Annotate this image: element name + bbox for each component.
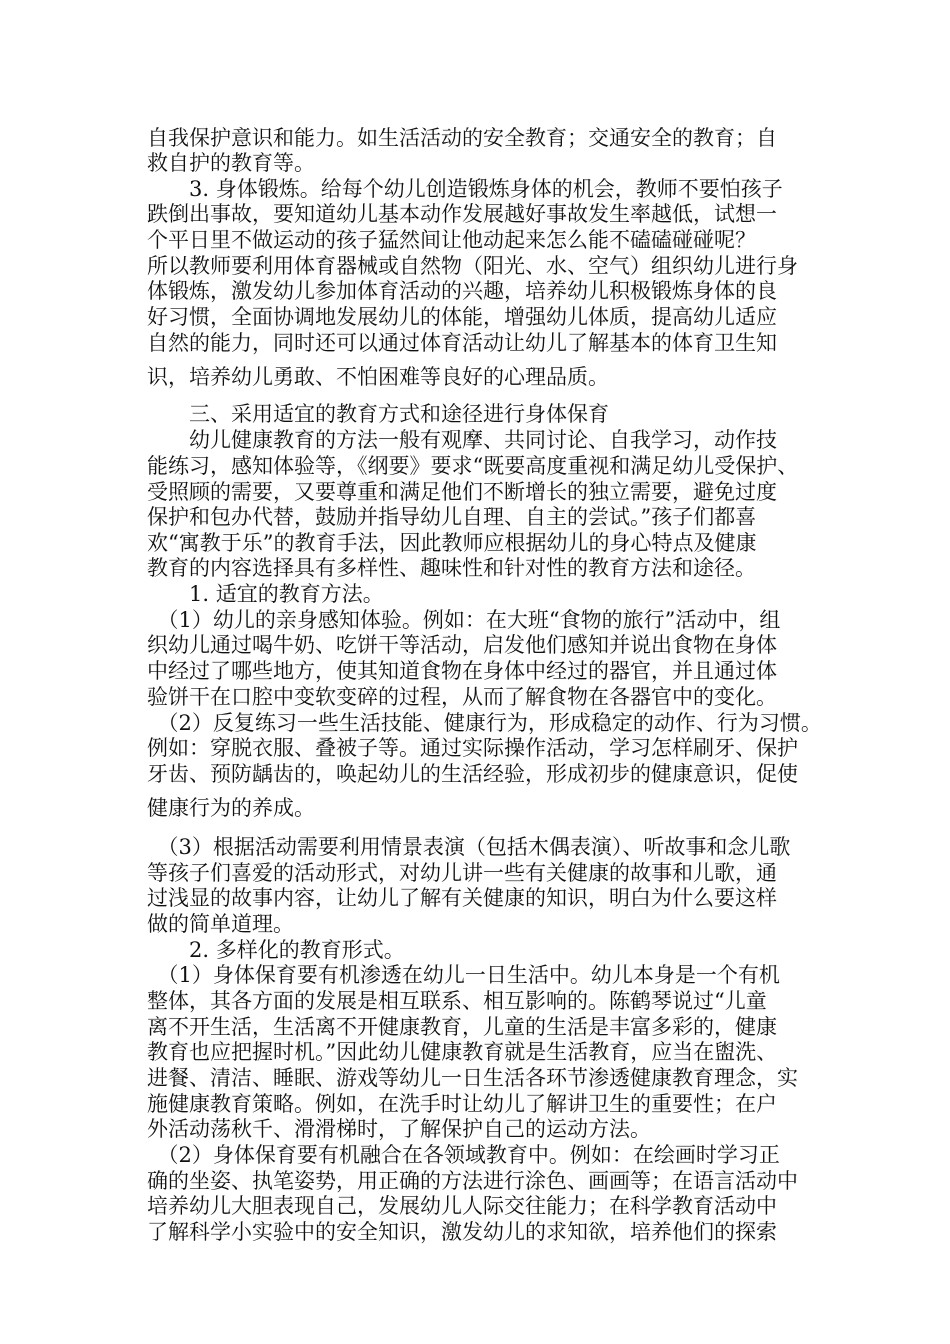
text-line: 离不开生活，生活离不开健康教育，儿童的生活是丰富多彩的，健康 (147, 1015, 777, 1039)
text-line: 确的坐姿、执笔姿势，用正确的方法进行涂色、画画等；在语言活动中 (147, 1169, 798, 1193)
text-line: 自我保护意识和能力。如生活活动的安全教育；交通安全的教育；自 (147, 126, 777, 150)
text-line: 验饼干在口腔中变软变碎的过程，从而了解食物在各器官中的变化。 (147, 685, 777, 709)
text-line: 3. 身体锻炼。给每个幼儿创造锻炼身体的机会，教师不要怕孩子 (147, 177, 783, 201)
text-line: 施健康教育策略。例如，在洗手时让幼儿了解讲卫生的重要性；在户 (147, 1092, 777, 1116)
text-line: 做的简单道理。 (147, 912, 294, 936)
text-line: 过浅显的故事内容，让幼儿了解有关健康的知识，明白为什么要这样 (147, 886, 777, 910)
text-line: 识，培养幼儿勇敢、不怕困难等良好的心理品质。 (147, 365, 609, 389)
section-heading: 三、采用适宜的教育方式和途径进行身体保育 (147, 402, 609, 426)
text-line: 外活动荡秋千、滑滑梯时，了解保护自己的运动方法。 (147, 1117, 651, 1141)
text-line: 例如：穿脱衣服、叠被子等。通过实际操作活动，学习怎样刷牙、保护 (147, 736, 798, 760)
subsection-heading: 2. 多样化的教育形式。 (147, 938, 405, 962)
text-line: （3）根据活动需要利用情景表演（包括木偶表演）、听故事和念儿歌 (147, 835, 791, 859)
text-line: 能练习，感知体验等，《纲要》要求“既要高度重视和满足幼儿受保护、 (147, 454, 799, 478)
text-line: （2）身体保育要有机融合在各领域教育中。例如：在绘画时学习正 (147, 1143, 780, 1167)
text-line: 中经过了哪些地方，使其知道食物在身体中经过的器官，并且通过体 (147, 659, 777, 683)
text-line: 整体，其各方面的发展是相互联系、相互影响的。陈鹤琴说过“儿童 (147, 989, 767, 1013)
text-line: 保护和包办代替，鼓励并指导幼儿自理、自主的尝试。”孩子们都喜 (147, 505, 757, 529)
text-line: 教育也应把握时机。”因此幼儿健康教育就是生活教育，应当在盥洗、 (147, 1040, 778, 1064)
text-line: 健康行为的养成。 (147, 796, 315, 820)
text-line: （1）身体保育要有机渗透在幼儿一日生活中。幼儿本身是一个有机 (147, 963, 780, 987)
text-line: （2）反复练习一些生活技能、健康行为，形成稳定的动作、行为习惯。 (147, 711, 822, 735)
text-line: 教育的内容选择具有多样性、趣味性和针对性的教育方法和途径。 (147, 556, 756, 580)
text-line: 个平日里不做运动的孩子猛然间让他动起来怎么能不磕磕碰碰呢？ (147, 228, 756, 252)
text-line: 体锻炼，激发幼儿参加体育活动的兴趣，培养幼儿积极锻炼身体的良 (147, 279, 777, 303)
subsection-heading: 1. 适宜的教育方法。 (147, 582, 384, 606)
text-line: 救自护的教育等。 (147, 151, 315, 175)
text-line: 欢“寓教于乐”的教育手法，因此教师应根据幼儿的身心特点及健康 (147, 531, 757, 555)
text-line: 了解科学小实验中的安全知识，激发幼儿的求知欲，培养他们的探索 (147, 1220, 777, 1244)
text-line: 培养幼儿大胆表现自己，发展幼儿人际交往能力；在科学教育活动中 (147, 1194, 777, 1218)
text-line: 自然的能力，同时还可以通过体育活动让幼儿了解基本的体育卫生知 (147, 331, 777, 355)
text-line: 进餐、清洁、睡眠、游戏等幼儿一日生活各环节渗透健康教育理念，实 (147, 1066, 798, 1090)
text-line: 织幼儿通过喝牛奶、吃饼干等活动，启发他们感知并说出食物在身体 (147, 633, 777, 657)
text-line: 等孩子们喜爱的活动形式，对幼儿讲一些有关健康的故事和儿歌，通 (147, 861, 777, 885)
text-line: 跌倒出事故，要知道幼儿基本动作发展越好事故发生率越低，试想一 (147, 202, 777, 226)
text-line: （1）幼儿的亲身感知体验。例如：在大班“食物的旅行”活动中，组 (147, 608, 781, 632)
text-line: 受照顾的需要，又要尊重和满足他们不断增长的独立需要，避免过度 (147, 480, 777, 504)
text-line: 好习惯，全面协调地发展幼儿的体能，增强幼儿体质，提高幼儿适应 (147, 305, 777, 329)
text-line: 牙齿、预防龋齿的，唤起幼儿的生活经验，形成初步的健康意识，促使 (147, 762, 798, 786)
text-line: 幼儿健康教育的方法一般有观摩、共同讨论、自我学习，动作技 (147, 428, 777, 452)
text-line: 所以教师要利用体育器械或自然物（阳光、水、空气）组织幼儿进行身 (147, 254, 798, 278)
